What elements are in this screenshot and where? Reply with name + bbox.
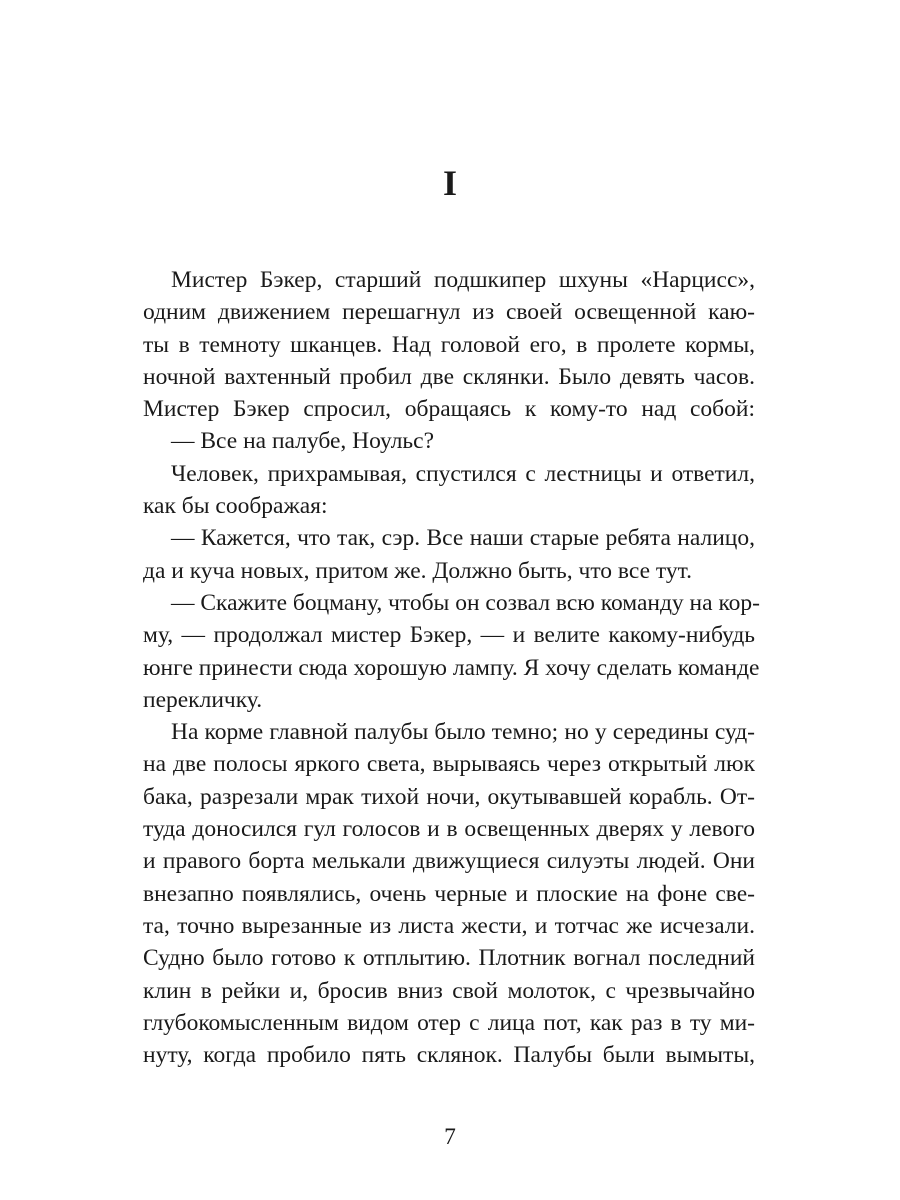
text-line: — Кажется, что так, сэр. Все наши старые ребята налицо,: [171, 525, 755, 552]
text-line: да и куча новых, притом же. Должно быть, что все тут.: [143, 557, 692, 584]
page-number: 7: [444, 1124, 456, 1150]
text-line: Человек, прихрамывая, спустился с лестницы и ответил,: [171, 460, 755, 487]
text-line: бака, разрезали мрак тихой ночи, окутывавшей корабль. От-: [143, 783, 755, 810]
text-line: внезапно появлялись, очень черные и плоские на фоне све-: [143, 880, 755, 907]
chapter-title: I: [442, 163, 457, 203]
text-line: на две полосы яркого света, вырываясь через открытый люк: [143, 751, 755, 778]
text-line: — Все на палубе, Ноульс?: [171, 428, 435, 455]
text-line: Мистер Бэкер спросил, обращаясь к кому-то над собой:: [143, 396, 755, 423]
text-line: ты в темноту шканцев. Над головой его, в пролете кормы,: [143, 331, 755, 358]
text-line: Мистер Бэкер, старший подшкипер шхуны «Нарцисс»,: [171, 267, 755, 293]
text-line: туда доносился гул голосов и в освещенных дверях у левого: [143, 816, 755, 843]
text-line: перекличку.: [143, 686, 263, 713]
text-line: нуту, когда пробило пять склянок. Палубы были вымыты,: [143, 1042, 755, 1069]
text-line: как бы соображая:: [143, 493, 328, 520]
text-line: му, — продолжал мистер Бэкер, — и велите какому-нибудь: [143, 622, 755, 649]
text-line: та, точно вырезанные из листа жести, и тотчас же исчезали.: [143, 912, 755, 939]
text-line: Судно было готово к отплытию. Плотник вогнал последний: [143, 945, 755, 972]
text-line: ночной вахтенный пробил две склянки. Было девять часов.: [143, 363, 755, 390]
text-line: клин в рейки и, бросив вниз свой молоток, с чрезвычайно: [143, 977, 755, 1004]
text-line: юнге принести сюда хорошую лампу. Я хочу сделать команде: [143, 654, 760, 681]
text-line: и правого борта мелькали движущиеся силуэты людей. Они: [143, 848, 755, 875]
text-line: глубокомысленным видом отер с лица пот, как раз в ту ми-: [143, 1009, 755, 1036]
text-line: одним движением перешагнул из своей освещенной каю-: [143, 299, 755, 326]
text-line: На корме главной палубы было темно; но у середины суд-: [171, 719, 755, 746]
body-text: [143, 264, 760, 1071]
text-line: — Скажите боцману, чтобы он созвал всю команду на кор-: [171, 589, 760, 616]
